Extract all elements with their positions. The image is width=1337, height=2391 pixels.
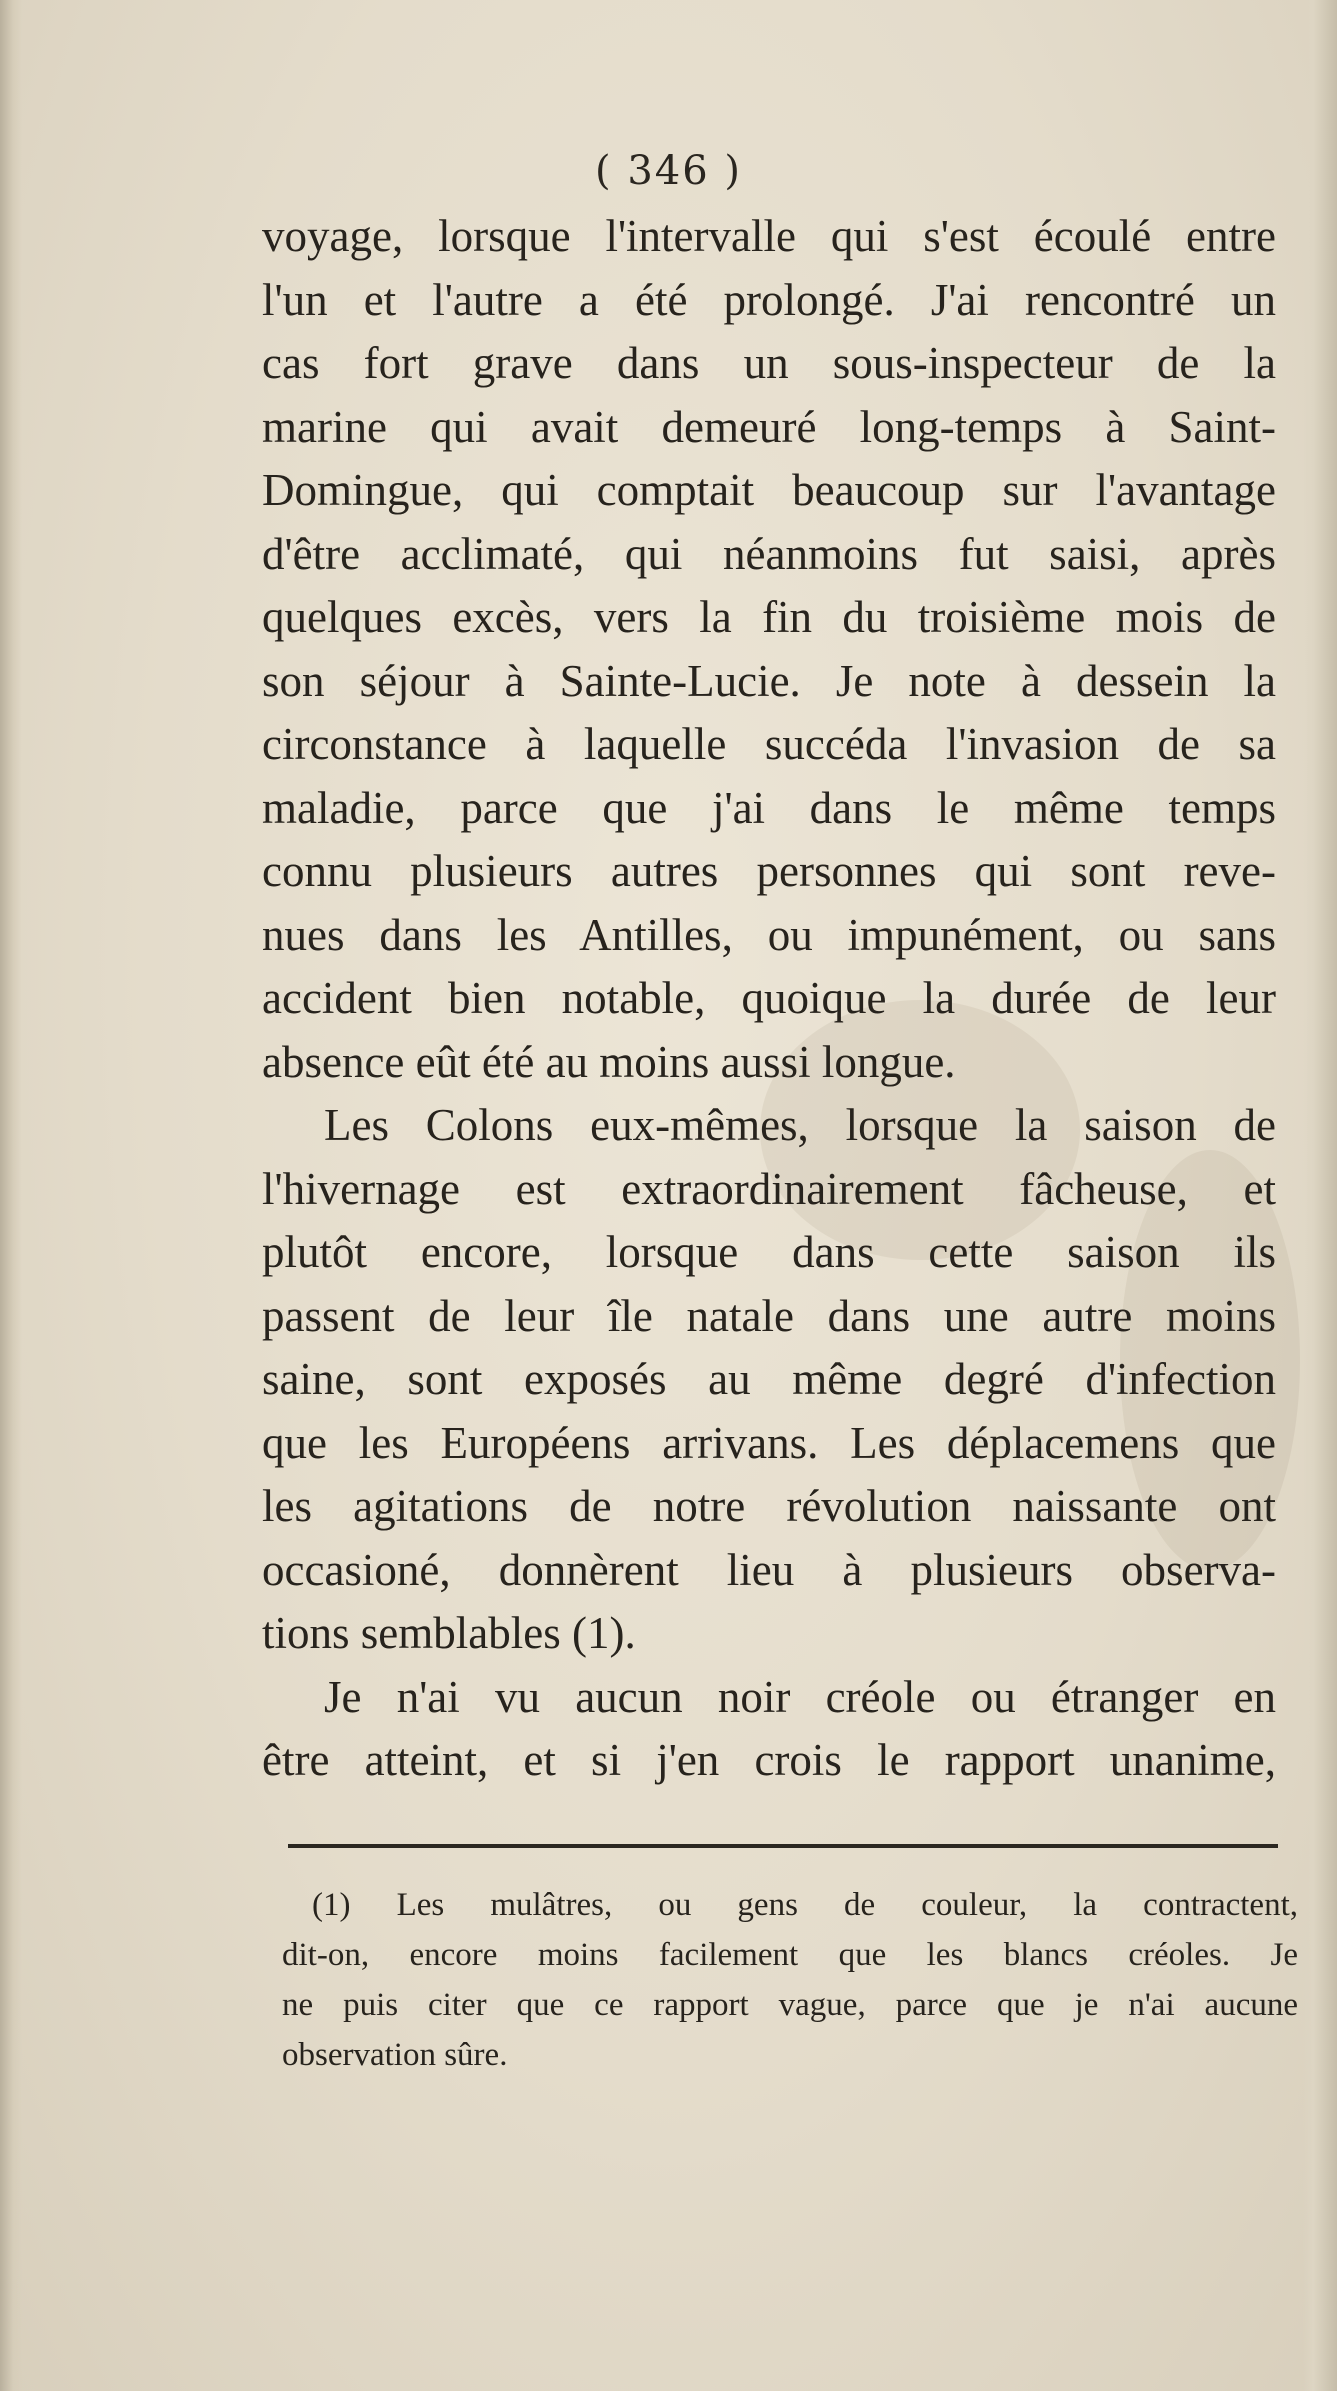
page-right-edge-shadow: [1303, 0, 1337, 2391]
page-left-edge-shadow: [0, 0, 22, 2391]
text-line: d'être acclimaté, qui néanmoins fut saisi, après: [262, 528, 1276, 579]
footnote-line: observation sûre.: [282, 2037, 508, 2073]
text-line: cas fort grave dans un sous-inspecteur de la: [262, 338, 1276, 388]
paragraph-end-line: tions semblables (1).: [262, 1608, 636, 1658]
page-number: ( 346 ): [595, 148, 742, 194]
text-line: son séjour à Sainte-Lucie. Je note à dessein la: [262, 655, 1276, 706]
footnote-line: dit-on, encore moins facilement que les blancs créoles. Je: [282, 1937, 1298, 1973]
text-line: les agitations de notre révolution naissante ont: [262, 1481, 1276, 1531]
text-line: circonstance à laquelle succéda l'invasion de sa: [262, 719, 1276, 769]
footnote-line: (1) Les mulâtres, ou gens de couleur, la contractent,: [312, 1887, 1298, 1923]
text-line: passent de leur île natale dans une autre moins: [262, 1290, 1276, 1341]
text-line: occasioné, donnèrent lieu à plusieurs observa-: [262, 1544, 1276, 1595]
text-line: saine, sont exposés au même degré d'infection: [262, 1354, 1276, 1404]
text-line: voyage, lorsque l'intervalle qui s'est écoulé entre: [262, 211, 1276, 261]
text-line: être atteint, et si j'en crois le rapport unanime,: [262, 1735, 1276, 1785]
text-line: que les Européens arrivans. Les déplacemens que: [262, 1417, 1276, 1468]
paragraph-end-line: absence eût été au moins aussi longue.: [262, 1036, 956, 1087]
body-text: [262, 205, 1276, 1793]
text-line: maladie, parce que j'ai dans le même temps: [262, 782, 1276, 833]
text-line: l'hivernage est extraordinairement fâcheuse, et: [262, 1163, 1276, 1214]
text-line: plutôt encore, lorsque dans cette saison ils: [262, 1227, 1276, 1277]
footnote: [282, 1880, 1298, 2080]
footnote-separator-rule: [288, 1844, 1278, 1848]
text-line: l'un et l'autre a été prolongé. J'ai rencontré un: [262, 274, 1276, 325]
paragraph-start-line: Les Colons eux-mêmes, lorsque la saison de: [324, 1100, 1276, 1150]
text-line: accident bien notable, quoique la durée de leur: [262, 973, 1276, 1023]
text-line: connu plusieurs autres personnes qui sont reve-: [262, 846, 1276, 896]
text-line: marine qui avait demeuré long-temps à Saint-: [262, 401, 1276, 452]
paragraph-start-line: Je n'ai vu aucun noir créole ou étranger en: [324, 1671, 1276, 1722]
text-line: Domingue, qui comptait beaucoup sur l'avantage: [262, 465, 1276, 515]
text-line: nues dans les Antilles, ou impunément, ou sans: [262, 909, 1276, 960]
text-line: quelques excès, vers la fin du troisième mois de: [262, 592, 1276, 642]
footnote-line: ne puis citer que ce rapport vague, parce que je n'ai aucune: [282, 1987, 1298, 2023]
